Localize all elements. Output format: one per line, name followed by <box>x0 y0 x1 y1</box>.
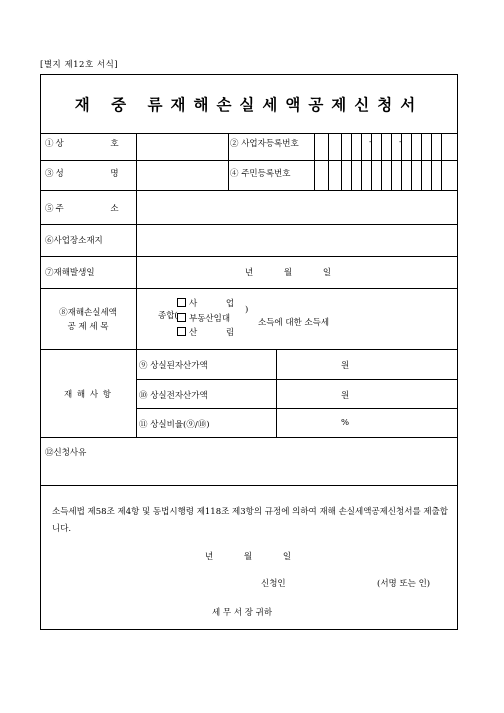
application-reason-field[interactable] <box>137 438 456 482</box>
loss-ratio-label: ⑪ 상실비율(⑨/⑩) <box>139 420 210 430</box>
name-field[interactable] <box>137 161 227 189</box>
applicant-label: 신청인 <box>261 579 286 589</box>
pre-loss-asset-value-label: ⑩ 상실전자산가액 <box>139 391 208 401</box>
form-reference: [별지 제12호 서식] <box>40 60 119 70</box>
pre-loss-asset-value-unit: 원 <box>341 391 350 401</box>
signature-label: (서명 또는 인) <box>377 579 431 589</box>
lost-asset-value-label: ⑨ 상실된자산가액 <box>139 361 208 371</box>
resident-reg-no-field[interactable] <box>328 161 456 189</box>
disaster-section-label: 재 해 사 항 <box>64 390 112 400</box>
tax-item-label-2: 공 제 세 목 <box>67 322 109 332</box>
resident-reg-no-label: ④ 주민등록번호 <box>230 169 291 179</box>
business-reg-no-separator-2: - <box>399 137 402 147</box>
declaration-text: 소득세법 제58조 제4항 및 동법시행령 제118조 제3항의 규정에 의하여 재해 손실세액공제신청서를 제출합니다. <box>52 507 449 534</box>
recipient-label: 세 무 서 장 귀하 <box>212 608 273 618</box>
business-reg-no-label: ② 사업자등록번호 <box>230 139 299 149</box>
loss-ratio-unit: % <box>341 418 350 428</box>
tax-item-label-1: ⑧재해손실세액 <box>59 308 117 318</box>
business-reg-no-separator-1: - <box>369 137 372 147</box>
application-reason-label: ⑫신청사유 <box>45 448 87 458</box>
forest-checkbox[interactable] <box>177 327 186 336</box>
income-tax-label: 소득에 대한 소득세 <box>258 318 330 328</box>
composite-prefix: 종합( <box>158 311 178 321</box>
disaster-date-value: 년 월 일 <box>245 268 332 278</box>
form-title: 재 중 류재해손실세액공제신청서 <box>74 95 424 114</box>
name-label: ③성 명 <box>45 169 121 179</box>
trade-name-field[interactable] <box>137 134 227 159</box>
business-reg-no-field[interactable] <box>328 134 456 159</box>
address-label: ⑤주 소 <box>45 204 121 214</box>
option-real-estate[interactable]: 부동산임대 <box>177 312 230 324</box>
disaster-date-label: ⑦재해발생일 <box>45 268 95 278</box>
business-location-label: ⑥사업장소재지 <box>45 236 103 246</box>
composite-suffix: ) <box>245 305 249 315</box>
option-business[interactable]: 사 업 <box>177 297 234 309</box>
address-field[interactable] <box>137 191 456 223</box>
lost-asset-value-unit: 원 <box>341 361 350 371</box>
business-location-field[interactable] <box>137 225 456 255</box>
business-checkbox[interactable] <box>177 298 186 307</box>
declaration-date: 년 월 일 <box>205 552 292 562</box>
trade-name-label: ①상 호 <box>45 139 121 149</box>
real-estate-checkbox[interactable] <box>177 313 186 322</box>
option-forest[interactable]: 산 림 <box>177 326 234 338</box>
